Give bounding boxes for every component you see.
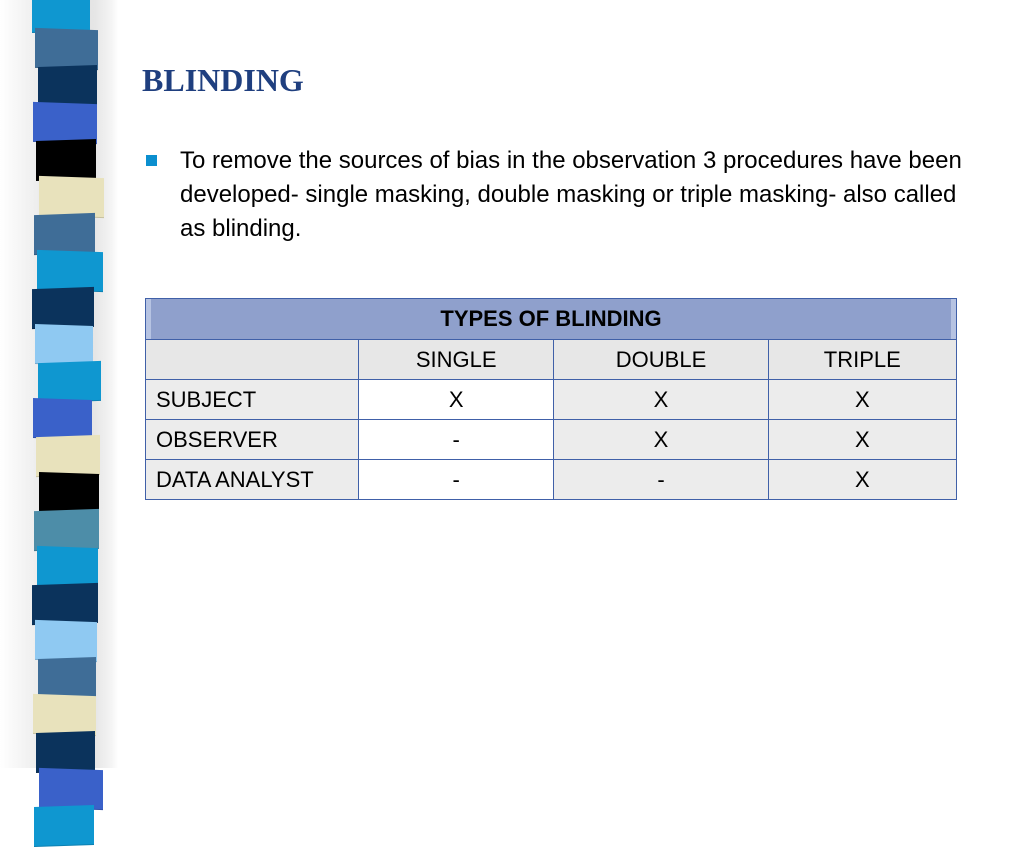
cell-double: X xyxy=(554,420,768,460)
strip-segment xyxy=(35,28,98,70)
row-label: OBSERVER xyxy=(146,420,359,460)
slide-title: BLINDING xyxy=(142,62,304,98)
bullet-text: To remove the sources of bias in the observation 3 procedures have been developed- single masking, double masking or triple masking- also called as blinding. xyxy=(180,147,962,242)
bullet-item xyxy=(146,144,986,246)
strip-segment xyxy=(34,509,99,551)
strip-segment xyxy=(33,694,96,736)
strip-segment xyxy=(35,324,93,366)
blinding-table xyxy=(145,298,957,500)
strip-segment xyxy=(38,657,96,699)
cell-double: X xyxy=(554,380,768,420)
row-label: DATA ANALYST xyxy=(146,460,359,500)
cell-triple: X xyxy=(768,380,956,420)
cell-double: - xyxy=(554,460,768,500)
table-row xyxy=(146,460,957,500)
strip-segment xyxy=(38,361,101,403)
cell-triple: X xyxy=(768,420,956,460)
strip-segment xyxy=(39,768,103,810)
left-decorative-strip xyxy=(0,0,118,768)
strip-segment xyxy=(34,213,95,255)
square-bullet-icon xyxy=(146,155,157,166)
strip-segment xyxy=(33,102,97,144)
column-header-empty xyxy=(146,340,359,380)
strip-segment xyxy=(34,805,94,847)
strip-segment xyxy=(38,65,97,107)
cell-triple: X xyxy=(768,460,956,500)
strip-segment xyxy=(39,472,99,514)
table-row xyxy=(146,380,957,420)
strip-segment xyxy=(36,731,95,773)
strip-segment xyxy=(36,435,100,477)
strip-segment xyxy=(37,546,98,588)
strip-segment xyxy=(35,620,97,662)
table-header-row xyxy=(146,340,957,380)
column-header-single: SINGLE xyxy=(359,340,554,380)
row-label: SUBJECT xyxy=(146,380,359,420)
table-caption: TYPES OF BLINDING xyxy=(146,299,957,340)
strip-segment xyxy=(36,139,96,181)
strip-segment xyxy=(39,176,104,218)
cell-single: - xyxy=(359,420,554,460)
column-header-triple: TRIPLE xyxy=(768,340,956,380)
strip-segment xyxy=(37,250,103,292)
strip-segment xyxy=(33,398,92,440)
strip-segment xyxy=(32,583,98,625)
cell-single: - xyxy=(359,460,554,500)
cell-single: X xyxy=(359,380,554,420)
column-header-double: DOUBLE xyxy=(554,340,768,380)
table-row xyxy=(146,420,957,460)
strip-segment xyxy=(32,287,94,329)
